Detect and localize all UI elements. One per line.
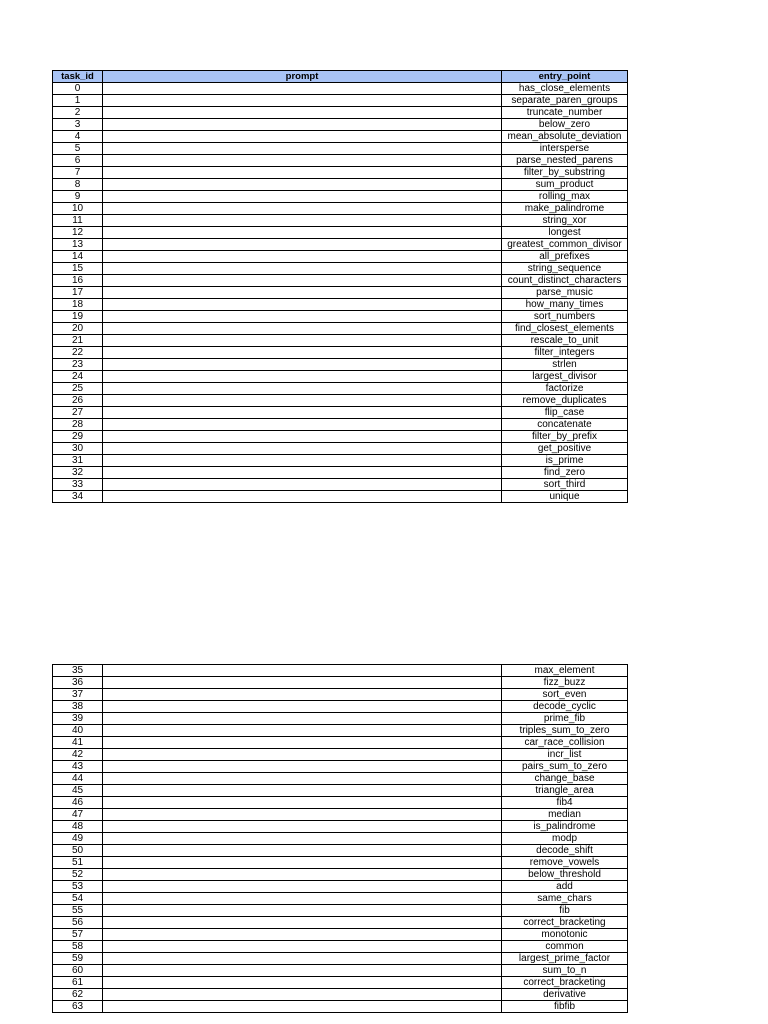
header-row (53, 71, 628, 83)
table-row (53, 665, 628, 677)
task-id-cell: 41 (53, 737, 103, 749)
prompt-cell (103, 917, 502, 929)
prompt-cell (103, 275, 502, 287)
table-row (53, 407, 628, 419)
entry-point-cell: sum_product (502, 179, 628, 191)
task-id-cell: 26 (53, 395, 103, 407)
task-id-cell: 63 (53, 1001, 103, 1013)
task-id-cell: 23 (53, 359, 103, 371)
entry-point-cell: filter_by_substring (502, 167, 628, 179)
prompt-cell (103, 809, 502, 821)
task-id-cell: 31 (53, 455, 103, 467)
task-id-cell: 46 (53, 797, 103, 809)
prompt-cell (103, 299, 502, 311)
table-row (53, 251, 628, 263)
prompt-cell (103, 323, 502, 335)
table-row (53, 977, 628, 989)
task-id-cell: 34 (53, 491, 103, 503)
task-id-cell: 53 (53, 881, 103, 893)
prompt-cell (103, 701, 502, 713)
entry-point-cell: factorize (502, 383, 628, 395)
entry-point-cell: largest_divisor (502, 371, 628, 383)
prompt-cell (103, 773, 502, 785)
table-row (53, 713, 628, 725)
table-row (53, 239, 628, 251)
entry-point-cell: change_base (502, 773, 628, 785)
prompt-cell (103, 467, 502, 479)
entry-point-cell: fibfib (502, 1001, 628, 1013)
prompt-cell (103, 419, 502, 431)
entry-point-cell: is_prime (502, 455, 628, 467)
entry-point-cell: separate_paren_groups (502, 95, 628, 107)
table-row (53, 737, 628, 749)
task-id-cell: 27 (53, 407, 103, 419)
table-row (53, 299, 628, 311)
prompt-cell (103, 491, 502, 503)
table-row (53, 689, 628, 701)
entry-point-cell: decode_cyclic (502, 701, 628, 713)
prompt-cell (103, 167, 502, 179)
task-id-cell: 12 (53, 227, 103, 239)
prompt-cell (103, 431, 502, 443)
entry-point-header: entry_point (502, 71, 628, 83)
table-row (53, 167, 628, 179)
prompt-cell (103, 953, 502, 965)
table-row (53, 953, 628, 965)
task-id-cell: 43 (53, 761, 103, 773)
entry-point-cell: fib (502, 905, 628, 917)
table-row (53, 749, 628, 761)
prompt-cell (103, 881, 502, 893)
prompt-cell (103, 965, 502, 977)
task-id-header: task_id (53, 71, 103, 83)
entry-point-cell: greatest_common_divisor (502, 239, 628, 251)
table-row (53, 395, 628, 407)
prompt-cell (103, 857, 502, 869)
entry-point-cell: monotonic (502, 929, 628, 941)
prompt-cell (103, 833, 502, 845)
task-id-cell: 18 (53, 299, 103, 311)
task-id-cell: 37 (53, 689, 103, 701)
entry-point-cell: has_close_elements (502, 83, 628, 95)
task-id-cell: 60 (53, 965, 103, 977)
task-id-cell: 11 (53, 215, 103, 227)
table-row (53, 143, 628, 155)
table-row (53, 989, 628, 1001)
task-id-cell: 28 (53, 419, 103, 431)
prompt-cell (103, 347, 502, 359)
prompt-cell (103, 941, 502, 953)
prompt-cell (103, 155, 502, 167)
table-row (53, 929, 628, 941)
table-row (53, 785, 628, 797)
entry-point-cell: flip_case (502, 407, 628, 419)
task-id-cell: 5 (53, 143, 103, 155)
entry-point-cell: count_distinct_characters (502, 275, 628, 287)
prompt-cell (103, 713, 502, 725)
entry-point-cell: make_palindrome (502, 203, 628, 215)
entry-point-cell: parse_nested_parens (502, 155, 628, 167)
task-id-cell: 25 (53, 383, 103, 395)
table-row (53, 845, 628, 857)
table-row (53, 95, 628, 107)
task-id-cell: 49 (53, 833, 103, 845)
table-row (53, 83, 628, 95)
entry-point-cell: fib4 (502, 797, 628, 809)
task-id-cell: 7 (53, 167, 103, 179)
entry-point-cell: correct_bracketing (502, 917, 628, 929)
task-id-cell: 42 (53, 749, 103, 761)
task-id-cell: 9 (53, 191, 103, 203)
entry-point-cell: pairs_sum_to_zero (502, 761, 628, 773)
task-id-cell: 51 (53, 857, 103, 869)
entry-point-cell: prime_fib (502, 713, 628, 725)
task-id-cell: 40 (53, 725, 103, 737)
prompt-cell (103, 479, 502, 491)
table-row (53, 371, 628, 383)
task-id-cell: 13 (53, 239, 103, 251)
prompt-cell (103, 227, 502, 239)
prompt-cell (103, 191, 502, 203)
prompt-cell (103, 677, 502, 689)
task-table-page-2 (52, 664, 628, 1013)
table-row (53, 347, 628, 359)
task-id-cell: 61 (53, 977, 103, 989)
task-id-cell: 36 (53, 677, 103, 689)
prompt-cell (103, 203, 502, 215)
task-id-cell: 54 (53, 893, 103, 905)
table-row (53, 131, 628, 143)
table-row (53, 419, 628, 431)
task-id-cell: 20 (53, 323, 103, 335)
entry-point-cell: remove_vowels (502, 857, 628, 869)
task-id-cell: 58 (53, 941, 103, 953)
table-row (53, 941, 628, 953)
task-id-cell: 56 (53, 917, 103, 929)
table-row (53, 311, 628, 323)
prompt-cell (103, 665, 502, 677)
prompt-cell (103, 287, 502, 299)
table-row (53, 455, 628, 467)
prompt-cell (103, 455, 502, 467)
task-id-cell: 14 (53, 251, 103, 263)
entry-point-cell: same_chars (502, 893, 628, 905)
entry-point-cell: car_race_collision (502, 737, 628, 749)
task-id-cell: 55 (53, 905, 103, 917)
table-row (53, 227, 628, 239)
prompt-cell (103, 179, 502, 191)
table-row (53, 893, 628, 905)
entry-point-cell: all_prefixes (502, 251, 628, 263)
table-row (53, 797, 628, 809)
table-row (53, 383, 628, 395)
table-row (53, 1001, 628, 1013)
prompt-cell (103, 251, 502, 263)
task-id-cell: 29 (53, 431, 103, 443)
table-row (53, 263, 628, 275)
entry-point-cell: fizz_buzz (502, 677, 628, 689)
entry-point-cell: sort_third (502, 479, 628, 491)
prompt-cell (103, 1001, 502, 1013)
entry-point-cell: strlen (502, 359, 628, 371)
task-id-cell: 62 (53, 989, 103, 1001)
entry-point-cell: filter_integers (502, 347, 628, 359)
table-row (53, 905, 628, 917)
prompt-cell (103, 215, 502, 227)
entry-point-cell: parse_music (502, 287, 628, 299)
entry-point-cell: find_zero (502, 467, 628, 479)
prompt-cell (103, 977, 502, 989)
prompt-cell (103, 725, 502, 737)
prompt-cell (103, 239, 502, 251)
prompt-cell (103, 905, 502, 917)
task-id-cell: 24 (53, 371, 103, 383)
table-row (53, 203, 628, 215)
table-row (53, 773, 628, 785)
table-row (53, 323, 628, 335)
table-row (53, 467, 628, 479)
entry-point-cell: unique (502, 491, 628, 503)
entry-point-cell: sort_numbers (502, 311, 628, 323)
entry-point-cell: median (502, 809, 628, 821)
entry-point-cell: rolling_max (502, 191, 628, 203)
task-id-cell: 21 (53, 335, 103, 347)
task-table-page-1 (52, 70, 628, 503)
entry-point-cell: correct_bracketing (502, 977, 628, 989)
entry-point-cell: common (502, 941, 628, 953)
table-row (53, 869, 628, 881)
table-row (53, 479, 628, 491)
table-row (53, 287, 628, 299)
task-id-cell: 4 (53, 131, 103, 143)
task-id-cell: 10 (53, 203, 103, 215)
entry-point-cell: find_closest_elements (502, 323, 628, 335)
entry-point-cell: is_palindrome (502, 821, 628, 833)
entry-point-cell: largest_prime_factor (502, 953, 628, 965)
task-id-cell: 50 (53, 845, 103, 857)
table-row (53, 857, 628, 869)
prompt-cell (103, 311, 502, 323)
prompt-cell (103, 761, 502, 773)
entry-point-cell: truncate_number (502, 107, 628, 119)
entry-point-cell: below_zero (502, 119, 628, 131)
prompt-cell (103, 929, 502, 941)
task-id-cell: 57 (53, 929, 103, 941)
table-row (53, 761, 628, 773)
task-id-cell: 33 (53, 479, 103, 491)
task-id-cell: 6 (53, 155, 103, 167)
prompt-cell (103, 335, 502, 347)
prompt-cell (103, 143, 502, 155)
task-id-cell: 48 (53, 821, 103, 833)
task-id-cell: 15 (53, 263, 103, 275)
prompt-cell (103, 95, 502, 107)
entry-point-cell: triples_sum_to_zero (502, 725, 628, 737)
table-row (53, 491, 628, 503)
table-row (53, 701, 628, 713)
table-row (53, 917, 628, 929)
table-row (53, 809, 628, 821)
entry-point-cell: decode_shift (502, 845, 628, 857)
entry-point-cell: how_many_times (502, 299, 628, 311)
entry-point-cell: mean_absolute_deviation (502, 131, 628, 143)
task-id-cell: 17 (53, 287, 103, 299)
task-id-cell: 0 (53, 83, 103, 95)
prompt-cell (103, 989, 502, 1001)
prompt-cell (103, 797, 502, 809)
task-id-cell: 35 (53, 665, 103, 677)
task-id-cell: 45 (53, 785, 103, 797)
task-id-cell: 1 (53, 95, 103, 107)
task-id-cell: 52 (53, 869, 103, 881)
task-id-cell: 19 (53, 311, 103, 323)
task-id-cell: 38 (53, 701, 103, 713)
task-id-cell: 22 (53, 347, 103, 359)
prompt-cell (103, 107, 502, 119)
table-row (53, 881, 628, 893)
entry-point-cell: rescale_to_unit (502, 335, 628, 347)
entry-point-cell: concatenate (502, 419, 628, 431)
prompt-cell (103, 407, 502, 419)
task-id-cell: 47 (53, 809, 103, 821)
entry-point-cell: get_positive (502, 443, 628, 455)
entry-point-cell: intersperse (502, 143, 628, 155)
task-id-cell: 16 (53, 275, 103, 287)
prompt-cell (103, 443, 502, 455)
table-row (53, 215, 628, 227)
table-row (53, 275, 628, 287)
prompt-cell (103, 131, 502, 143)
prompt-cell (103, 263, 502, 275)
prompt-cell (103, 689, 502, 701)
prompt-cell (103, 383, 502, 395)
task-id-cell: 32 (53, 467, 103, 479)
entry-point-cell: string_sequence (502, 263, 628, 275)
prompt-cell (103, 737, 502, 749)
prompt-cell (103, 359, 502, 371)
task-id-cell: 59 (53, 953, 103, 965)
prompt-cell (103, 749, 502, 761)
table-row (53, 965, 628, 977)
table-row (53, 155, 628, 167)
table-row (53, 179, 628, 191)
entry-point-cell: sort_even (502, 689, 628, 701)
prompt-cell (103, 371, 502, 383)
table-row (53, 677, 628, 689)
entry-point-cell: sum_to_n (502, 965, 628, 977)
table-body (53, 83, 628, 503)
task-id-cell: 39 (53, 713, 103, 725)
task-id-cell: 8 (53, 179, 103, 191)
prompt-cell (103, 83, 502, 95)
task-id-cell: 3 (53, 119, 103, 131)
table-row (53, 335, 628, 347)
entry-point-cell: string_xor (502, 215, 628, 227)
prompt-cell (103, 845, 502, 857)
task-id-cell: 2 (53, 107, 103, 119)
table-body (53, 665, 628, 1013)
prompt-header: prompt (103, 71, 502, 83)
prompt-cell (103, 821, 502, 833)
entry-point-cell: derivative (502, 989, 628, 1001)
entry-point-cell: longest (502, 227, 628, 239)
table-row (53, 191, 628, 203)
table-row (53, 833, 628, 845)
entry-point-cell: modp (502, 833, 628, 845)
prompt-cell (103, 395, 502, 407)
prompt-cell (103, 893, 502, 905)
table-row (53, 431, 628, 443)
table-row (53, 821, 628, 833)
entry-point-cell: max_element (502, 665, 628, 677)
task-id-cell: 30 (53, 443, 103, 455)
table-row (53, 359, 628, 371)
prompt-cell (103, 869, 502, 881)
table-row (53, 119, 628, 131)
table-row (53, 107, 628, 119)
entry-point-cell: triangle_area (502, 785, 628, 797)
entry-point-cell: incr_list (502, 749, 628, 761)
entry-point-cell: below_threshold (502, 869, 628, 881)
table-row (53, 443, 628, 455)
task-id-cell: 44 (53, 773, 103, 785)
entry-point-cell: filter_by_prefix (502, 431, 628, 443)
table-row (53, 725, 628, 737)
entry-point-cell: add (502, 881, 628, 893)
entry-point-cell: remove_duplicates (502, 395, 628, 407)
prompt-cell (103, 119, 502, 131)
prompt-cell (103, 785, 502, 797)
